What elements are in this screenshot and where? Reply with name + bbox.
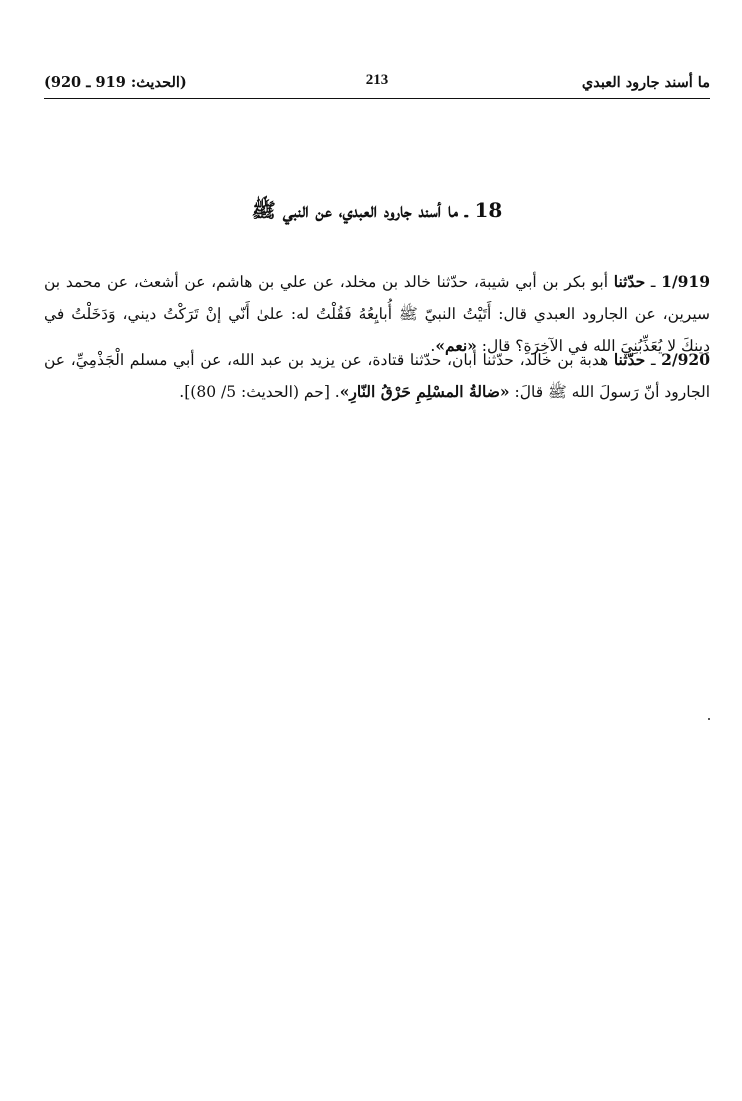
hadith-ending: . bbox=[430, 336, 436, 355]
scan-speck bbox=[708, 718, 710, 720]
hadith-opening: حدّثنا bbox=[613, 349, 646, 369]
chapter-title: 18 ـ ما أسند جارود العبدي، عن النبي ﷺ bbox=[251, 198, 503, 222]
hadith-number: 1/919 bbox=[661, 271, 710, 291]
running-header-title: ما أسند جارود العبدي bbox=[581, 74, 710, 91]
hadith-quote: «ضالةُ المسْلِمِ حَرْقُ النّارِ» bbox=[339, 381, 510, 401]
hadith-text: أبو بكر بن أبي شيبة، حدّثنا خالد بن مخلد، عن علي بن هاشم، عن أشعث، عن محمد بن سيرين، عن الجارود العبدي قال: أَتَيْتُ النبيّ ﷺ أُبايِعُهُ فَقُلْتُ له: علىٰ أَنّي إنْ تَرَكْتُ ديني، وَدَخَلْتُ في دِينكَ لا يُعَذِّبُنِيَ الله في الآخِرَةِ؟ قال: bbox=[44, 272, 710, 355]
hadith-number: 2/920 bbox=[661, 349, 710, 369]
page-number: 213 bbox=[365, 72, 389, 88]
hadith-separator: ـ bbox=[645, 350, 662, 369]
hadith-separator: ـ bbox=[645, 272, 662, 291]
running-header bbox=[44, 72, 710, 99]
hadith-opening: حدّثنا bbox=[613, 271, 646, 291]
hadith-ending: . [حم (الحديث: 5/ 80)]. bbox=[179, 382, 340, 401]
hadith-quote: «نعم» bbox=[435, 335, 477, 355]
hadith-paragraph bbox=[44, 344, 710, 408]
hadith-text: هدبة بن خالد، حدّثنا أبان، حدّثنا قتادة، عن يزيد بن عبد الله، عن أبي مسلم الْجَذْمِيِّ، عن الجارود أنّ رَسولَ الله ﷺ قالَ: bbox=[44, 350, 710, 401]
hadith-range: (الحديث: 919 ـ 920) bbox=[44, 74, 187, 91]
